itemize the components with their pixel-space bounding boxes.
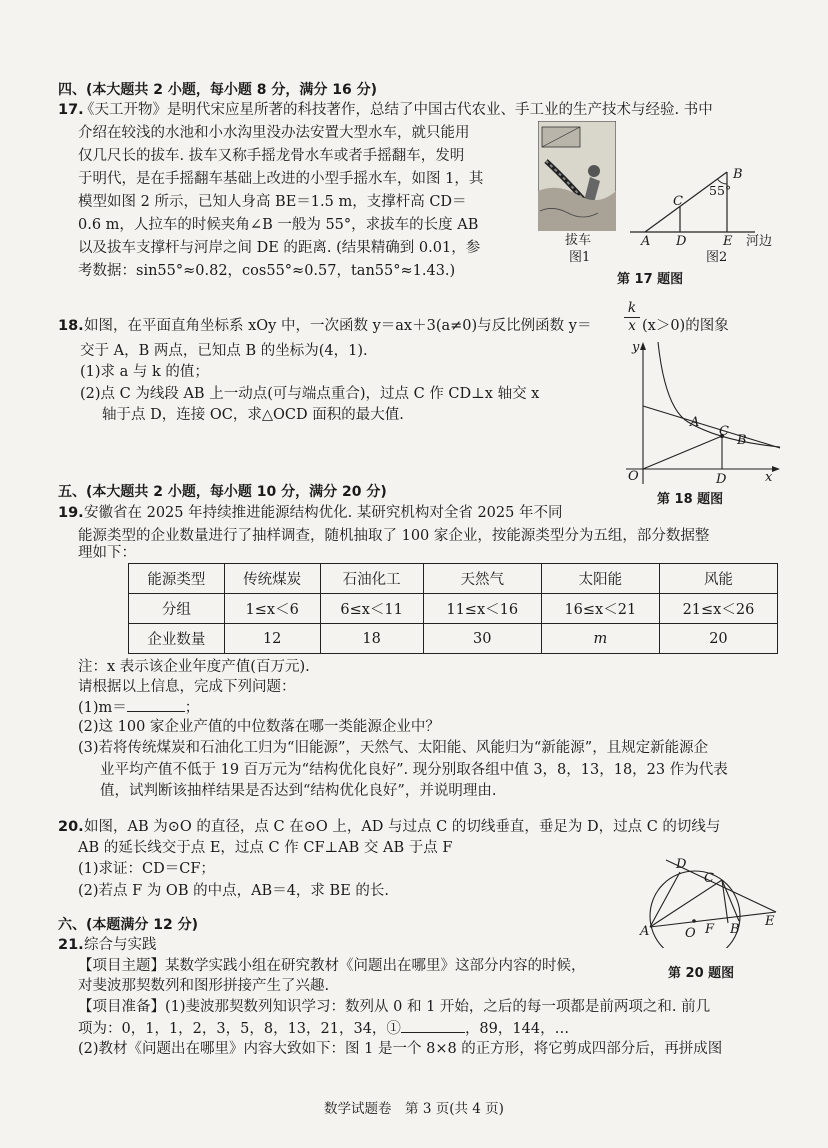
answer-blank bbox=[127, 697, 185, 712]
q19-part-1-end: ； bbox=[184, 700, 200, 716]
q21-text-line: 对斐波那契数列和图形拼接产生了兴趣. bbox=[78, 978, 330, 994]
q21-text-line: (2)教材《问题出在哪里》内容大致如下：图 1 是一个 8×8 的正方形，将它剪成四部分后，再拼成图 bbox=[78, 1041, 723, 1057]
table-cell: 太阳能 bbox=[541, 564, 659, 594]
q17-text-line: 以及拔车支撑杆与河岸之间 DE 的距离. (结果精确到 0.01，参 bbox=[78, 240, 481, 256]
origin-label: O bbox=[628, 469, 639, 484]
q19-part-1 bbox=[78, 697, 199, 718]
q17-text-line: 仅几尺长的拔车. 拔车又称手摇龙骨水车或者手摇翻车，发明 bbox=[78, 148, 465, 164]
q20-text-line: (1)求证：CD＝CF； bbox=[78, 861, 215, 877]
section-4-header: 四、(本大题共 2 小题，每小题 8 分，满分 16 分) bbox=[58, 82, 378, 98]
q19-instruction: 请根据以上信息，完成下列问题： bbox=[78, 679, 296, 695]
q19-text-line: 理如下： bbox=[78, 545, 136, 561]
point-c-label: C bbox=[673, 194, 683, 209]
figure-20-caption: 第 20 题图 bbox=[668, 966, 735, 981]
table-cell: 传统煤炭 bbox=[224, 564, 320, 594]
q19-part-3: 值，试判断该抽样结果是否达到“结构优化良好”，并说明理由. bbox=[100, 783, 497, 799]
point-b-label: B bbox=[733, 167, 743, 182]
q17-text-line: 《天工开物》是明代宋应星所著的科技著作，总结了中国古代农业、手工业的生产技术与经验. 书中 bbox=[80, 102, 713, 118]
table-cell: m bbox=[541, 624, 659, 654]
q20-text-line: AB 的延长线交于点 E，过点 C 作 CF⊥AB 交 AB 于点 F bbox=[78, 840, 453, 856]
q19-part-1-text: (1)m＝ bbox=[78, 700, 127, 716]
y-axis-label: y bbox=[632, 340, 640, 355]
q19-text-line: 安徽省在 2025 年持续推进能源结构优化. 某研究机构对全省 2025 年不同 bbox=[84, 505, 563, 521]
table-cell: 16≤x＜21 bbox=[541, 594, 659, 624]
figure-17-caption: 第 17 题图 bbox=[617, 272, 684, 287]
table-cell: 石油化工 bbox=[320, 564, 423, 594]
q17-text-line: 考数据：sin55°≈0.82，cos55°≈0.57，tan55°≈1.43.) bbox=[78, 263, 456, 279]
fig1-title: 拔车 bbox=[565, 233, 592, 248]
q18-text-line: (1)求 a 与 k 的值； bbox=[80, 364, 209, 380]
table-row bbox=[129, 564, 778, 594]
q21-sequence-start: 项为：0，1，1，2，3，5，8，13，21，34，① bbox=[78, 1021, 401, 1037]
q18-text-line: 轴于点 D，连接 OC，求△OCD 面积的最大值. bbox=[102, 407, 404, 423]
line-ab bbox=[643, 406, 780, 448]
point-c-label: C bbox=[704, 871, 714, 886]
water-wheel-illustration bbox=[538, 121, 616, 231]
q19-note: 注：x 表示该企业年度产值(百万元). bbox=[78, 659, 310, 675]
question-19-number: 19. bbox=[58, 505, 84, 521]
fig2-label: 图2 bbox=[706, 250, 728, 265]
q20-text-line: 如图，AB 为⊙O 的直径，点 C 在⊙O 上，AD 与过点 C 的切线垂直，垂足为 D，过点 C 的切线与 bbox=[84, 819, 721, 835]
q17-text-line: 于明代，是在手摇翻车基础上改进的小型手摇水车，如图 1，其 bbox=[78, 171, 484, 187]
x-axis-label: x bbox=[765, 470, 773, 485]
figure-18 bbox=[620, 338, 790, 488]
fraction-numerator: k bbox=[624, 300, 640, 318]
q18-text-line: (x＞0)的图象 bbox=[642, 318, 729, 334]
q17-text-line: 介绍在较浅的水池和小水沟里没办法安置大型水车，就只能用 bbox=[78, 125, 470, 141]
point-b-label: B bbox=[737, 433, 747, 448]
q17-text-line: 0.6 m，人拉车的时候夹角∠B 一般为 55°，求拔车的长度 AB bbox=[78, 217, 479, 233]
q21-text-line: 【项目准备】(1)斐波那契数列知识学习：数列从 0 和 1 开始，之后的每一项都是前两项之和. 前几 bbox=[78, 999, 711, 1015]
q17-text-line: 模型如图 2 所示，已知人身高 BE＝1.5 m，支撑杆高 CD＝ bbox=[78, 194, 467, 210]
river-label: 河边 bbox=[746, 234, 773, 249]
table-cell: 企业数量 bbox=[129, 624, 225, 654]
figure-17-2 bbox=[630, 160, 810, 260]
table-cell: 风能 bbox=[659, 564, 777, 594]
question-21-number: 21. bbox=[58, 937, 84, 953]
point-a-label: A bbox=[641, 234, 651, 249]
q19-part-3: (3)若将传统煤炭和石油化工归为“旧能源”，天然气、太阳能、风能归为“新能源”，且规定新能源企 bbox=[78, 740, 709, 756]
answer-blank bbox=[401, 1018, 465, 1033]
q20-text-line: (2)若点 F 为 OB 的中点，AB＝4，求 BE 的长. bbox=[78, 883, 389, 899]
point-e-label: E bbox=[765, 914, 775, 929]
point-d-label: D bbox=[716, 472, 727, 487]
table-cell: 30 bbox=[423, 624, 541, 654]
point-f-label: F bbox=[705, 922, 715, 937]
segment-oc bbox=[643, 436, 722, 469]
table-row bbox=[129, 594, 778, 624]
table-row bbox=[129, 624, 778, 654]
point-o-label: O bbox=[685, 926, 696, 941]
table-cell: 12 bbox=[224, 624, 320, 654]
question-17-number: 17. bbox=[58, 102, 84, 118]
q21-title: 综合与实践 bbox=[84, 937, 157, 953]
table-cell: 21≤x＜26 bbox=[659, 594, 777, 624]
table-cell: 天然气 bbox=[423, 564, 541, 594]
table-cell: 18 bbox=[320, 624, 423, 654]
q19-part-2: (2)这 100 家企业产值的中位数落在哪一类能源企业中？ bbox=[78, 719, 440, 735]
q21-text-line: 【项目主题】某数学实践小组在研究教材《问题出在哪里》这部分内容的时候， bbox=[78, 958, 586, 974]
table-cell: 11≤x＜16 bbox=[423, 594, 541, 624]
point-a-label: A bbox=[690, 415, 700, 430]
q18-text-line: (2)点 C 为线段 AB 上一动点(可与端点重合)，过点 C 作 CD⊥x 轴交 x bbox=[80, 386, 540, 402]
point-d-label: D bbox=[676, 234, 687, 249]
table-cell: 1≤x＜6 bbox=[224, 594, 320, 624]
angle-label: 55° bbox=[709, 183, 732, 198]
point-e-label: E bbox=[723, 234, 733, 249]
q21-sequence-line bbox=[78, 1018, 569, 1039]
table-cell: 20 bbox=[659, 624, 777, 654]
fraction-k-over-x bbox=[624, 300, 640, 335]
q18-text-line: 如图，在平面直角坐标系 xOy 中，一次函数 y＝ax＋3(a≠0)与反比例函数 y＝ bbox=[84, 318, 592, 334]
section-5-header: 五、(本大题共 2 小题，每小题 10 分，满分 20 分) bbox=[58, 484, 387, 500]
point-a-label: A bbox=[640, 924, 650, 939]
q19-part-3: 业平均产值不低于 19 百万元为“结构优化良好”. 现分别取各组中值 3，8，13，18，23 作为代表 bbox=[100, 762, 728, 778]
fig1-label: 图1 bbox=[569, 250, 591, 265]
section-6-header: 六、(本题满分 12 分) bbox=[58, 917, 199, 933]
point-c-label: C bbox=[719, 424, 729, 439]
point-d-label: D bbox=[676, 857, 687, 872]
energy-data-table bbox=[128, 563, 778, 654]
table-cell: 分组 bbox=[129, 594, 225, 624]
table-cell: 能源类型 bbox=[129, 564, 225, 594]
point-b-label: B bbox=[730, 922, 740, 937]
fraction-denominator: x bbox=[628, 318, 636, 334]
segment-ad bbox=[650, 872, 680, 927]
q18-text-line: 交于 A，B 两点，已知点 B 的坐标为(4，1). bbox=[80, 343, 368, 359]
table-cell: 6≤x＜11 bbox=[320, 594, 423, 624]
question-20-number: 20. bbox=[58, 819, 84, 835]
q19-text-line: 能源类型的企业数量进行了抽样调查，随机抽取了 100 家企业，按能源类型分为五组，部分数据整 bbox=[78, 528, 710, 544]
page-footer: 数学试题卷 第 3 页(共 4 页) bbox=[324, 1101, 504, 1117]
figure-18-caption: 第 18 题图 bbox=[657, 492, 724, 507]
question-18-number: 18. bbox=[58, 318, 84, 334]
q21-sequence-end: ，89，144，… bbox=[464, 1021, 570, 1037]
